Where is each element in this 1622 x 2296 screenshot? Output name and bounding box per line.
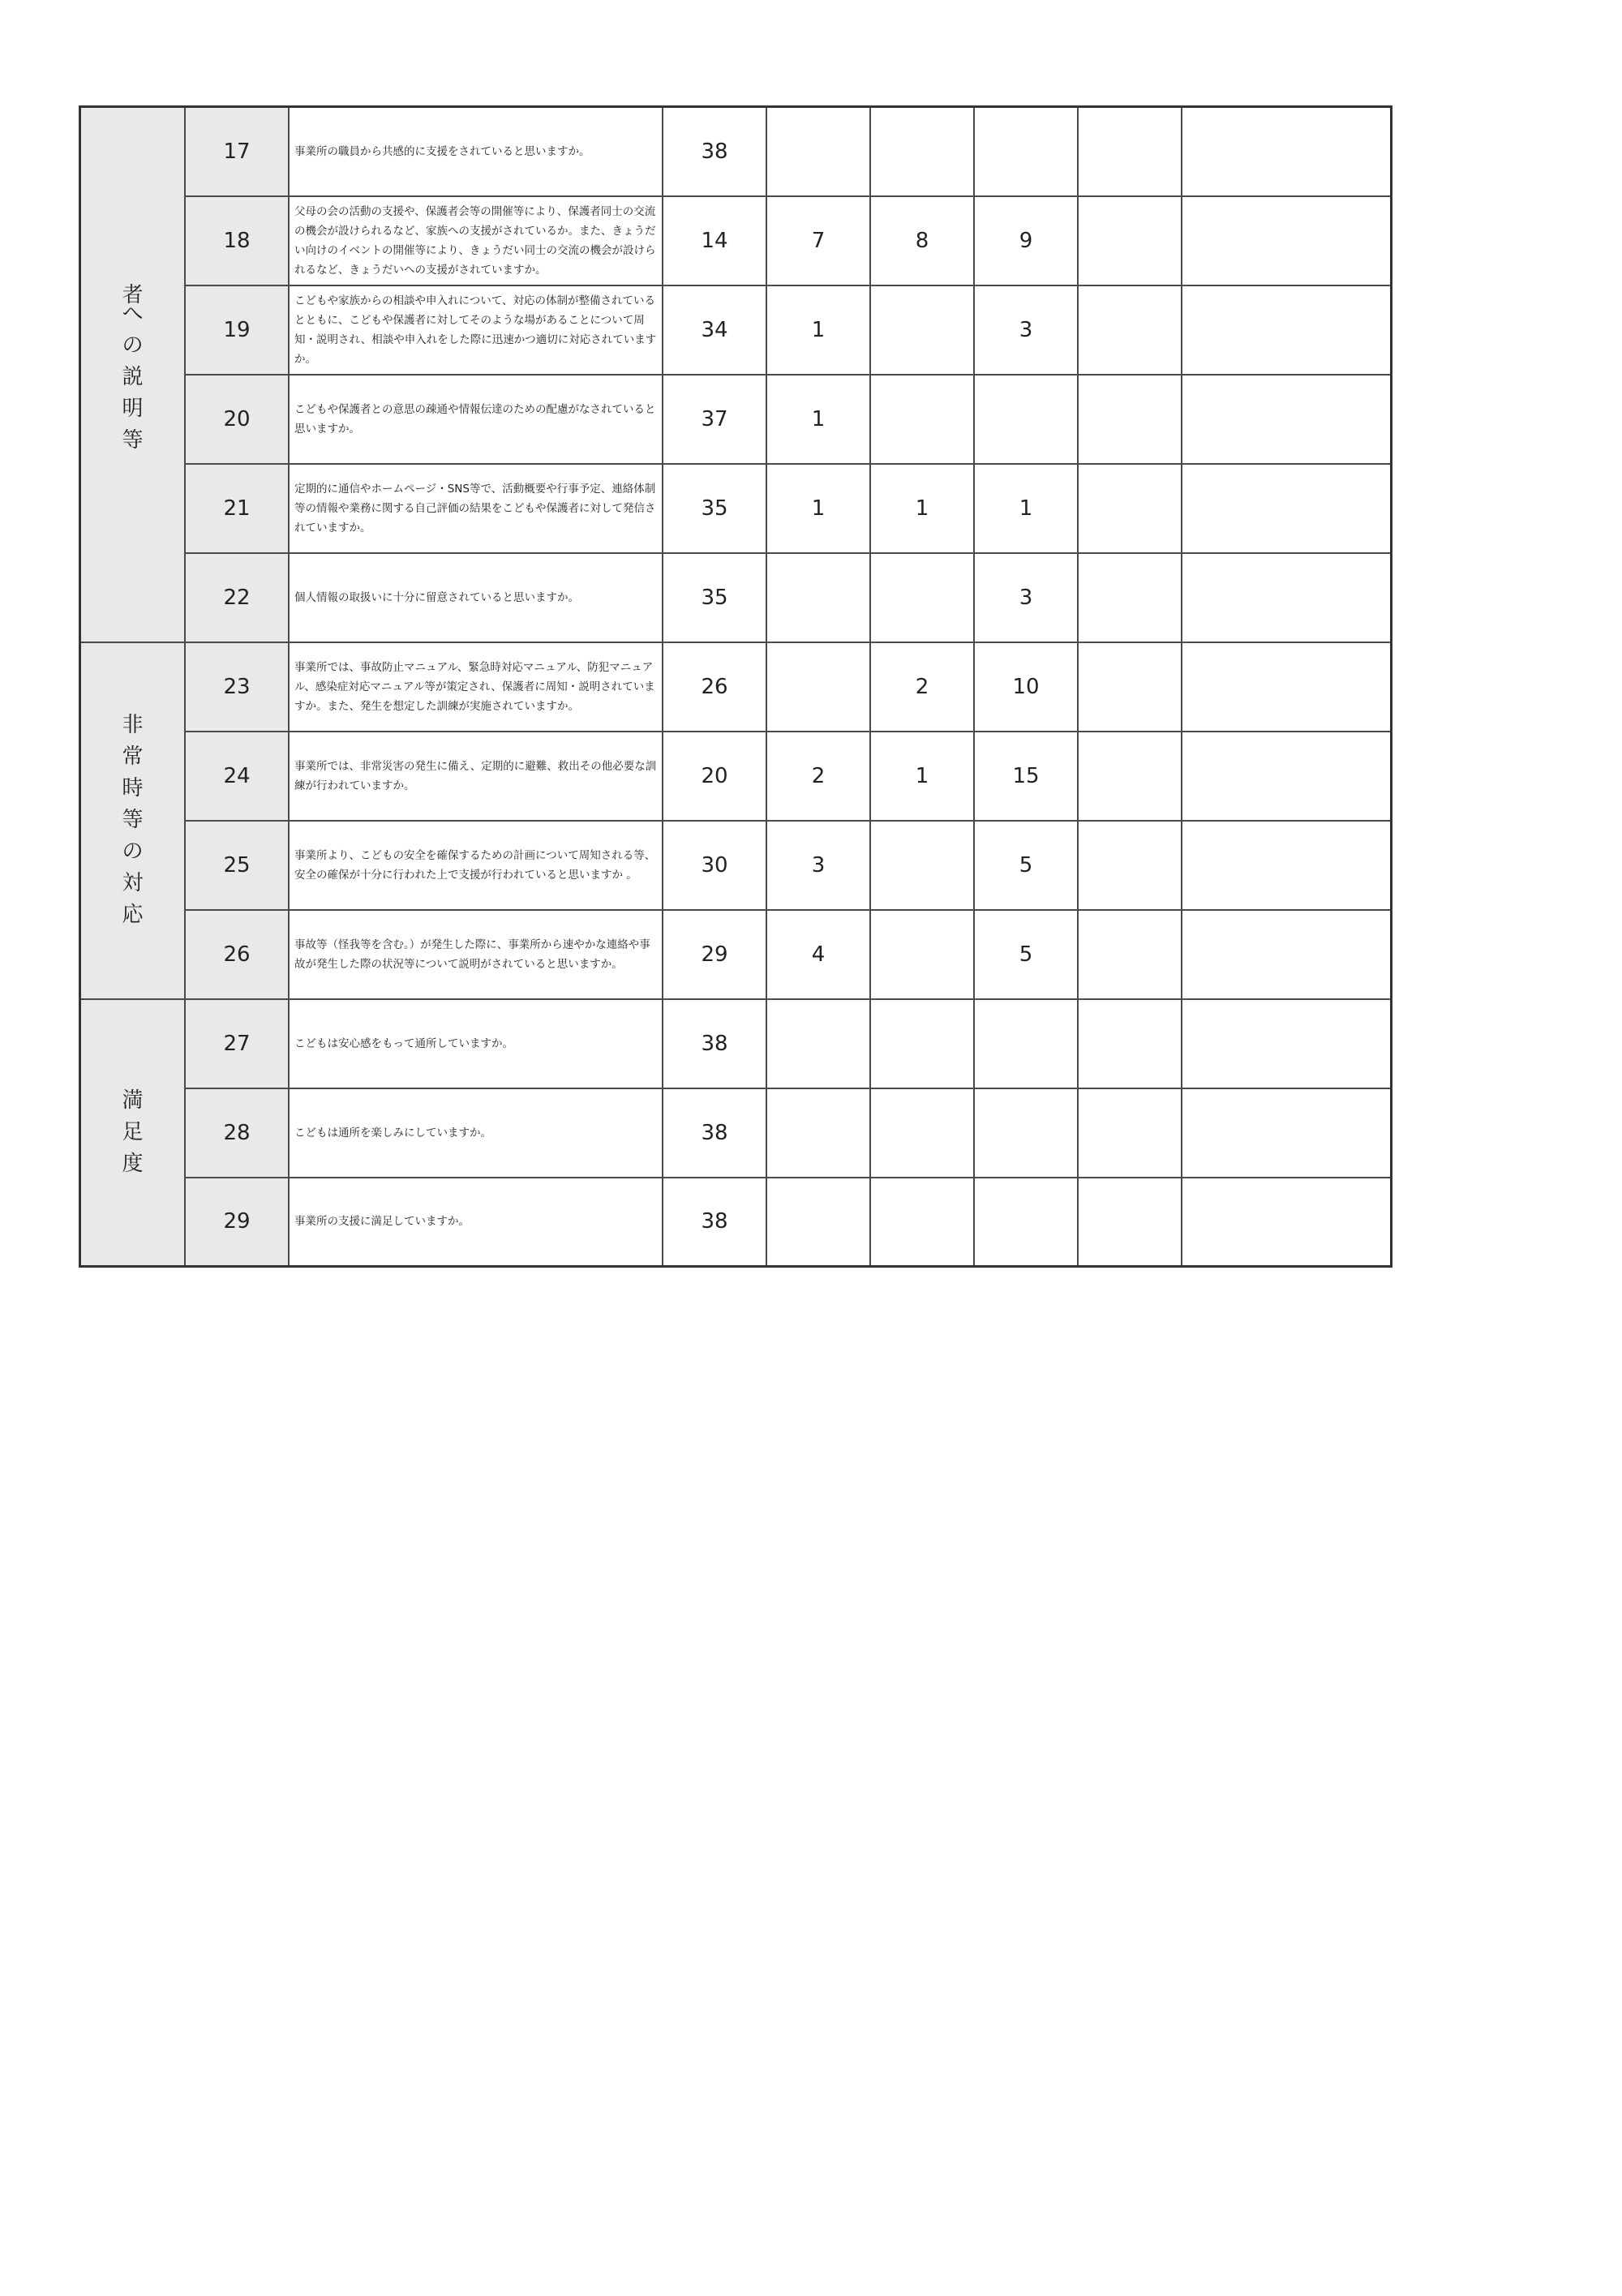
question-text: こどもは通所を楽しみにしていますか。	[294, 1126, 491, 1139]
table-row	[80, 464, 1392, 553]
response-count-col-4	[974, 1088, 1078, 1178]
response-count-col-2	[766, 999, 870, 1088]
question-number: 28	[185, 1088, 289, 1178]
response-count-col-5	[1078, 642, 1182, 732]
response-count-col-4: 1	[974, 464, 1078, 553]
response-count-col-2: 1	[766, 464, 870, 553]
response-count-col-4: 10	[974, 642, 1078, 732]
response-count-col-6	[1182, 285, 1392, 375]
question-number: 18	[185, 196, 289, 285]
question-text-cell	[289, 821, 663, 910]
response-count-col-5	[1078, 375, 1182, 464]
question-text: 事業所の支援に満足していますか。	[294, 1215, 470, 1229]
question-text-cell	[289, 642, 663, 732]
response-count-col-6	[1182, 464, 1392, 553]
response-count-col-5	[1078, 107, 1182, 196]
category-cell	[80, 642, 186, 999]
survey-results-sheet	[79, 105, 1368, 1268]
question-text-cell	[289, 464, 663, 553]
question-text: 父母の会の活動の支援や、保護者会等の開催等により、保護者同士の交流の機会が設けられるなど、家族への支援がされているか。また、きょうだい向けのイベントの開催等により、きょうだい同士の交流の機会が設けられるなど、きょうだいへの支援がされていますか。	[294, 204, 656, 277]
question-text-cell	[289, 375, 663, 464]
question-text-cell	[289, 285, 663, 375]
question-number: 22	[185, 553, 289, 642]
category-label: 非常時等の対応	[122, 713, 144, 927]
response-count-col-5	[1078, 732, 1182, 821]
response-count-col-2	[766, 553, 870, 642]
response-count-col-5	[1078, 1178, 1182, 1267]
response-count-col-6	[1182, 1178, 1392, 1267]
response-count-col-3: 8	[870, 196, 974, 285]
question-text: 事故等（怪我等を含む。）が発生した際に、事業所から速やかな連絡や事故が発生した際の状況等について説明がされていると思いますか。	[294, 938, 650, 971]
response-count-col-2: 3	[766, 821, 870, 910]
response-count-col-1: 37	[663, 375, 766, 464]
response-count-col-6	[1182, 1088, 1392, 1178]
question-text-cell	[289, 1178, 663, 1267]
question-number: 23	[185, 642, 289, 732]
question-number: 25	[185, 821, 289, 910]
category-cell	[80, 999, 186, 1267]
response-count-col-4: 5	[974, 910, 1078, 999]
question-text-cell	[289, 553, 663, 642]
question-text: こどもや家族からの相談や申入れについて、対応の体制が整備されているとともに、こどもや保護者に対してそのような場があることについて周知・説明され、相談や申入れをした際に迅速かつ適切に対応されていますか。	[294, 294, 657, 366]
table-row	[80, 285, 1392, 375]
response-count-col-2	[766, 1088, 870, 1178]
question-number: 19	[185, 285, 289, 375]
table-row	[80, 821, 1392, 910]
response-count-col-3: 1	[870, 464, 974, 553]
question-number: 17	[185, 107, 289, 196]
response-count-col-6	[1182, 553, 1392, 642]
category-cell	[80, 107, 186, 642]
response-count-col-4	[974, 107, 1078, 196]
response-count-col-1: 20	[663, 732, 766, 821]
response-count-col-3	[870, 1178, 974, 1267]
response-count-col-3	[870, 553, 974, 642]
response-count-col-4	[974, 1178, 1078, 1267]
response-count-col-5	[1078, 910, 1182, 999]
response-count-col-6	[1182, 821, 1392, 910]
response-count-col-6	[1182, 910, 1392, 999]
response-count-col-5	[1078, 999, 1182, 1088]
survey-results-table	[79, 105, 1392, 1268]
question-text-cell	[289, 732, 663, 821]
response-count-col-5	[1078, 196, 1182, 285]
response-count-col-5	[1078, 553, 1182, 642]
question-text: 事業所より、こどもの安全を確保するための計画について周知される等、安全の確保が十分に行われた上で支援が行われていると思いますか 。	[294, 848, 656, 882]
response-count-col-6	[1182, 375, 1392, 464]
question-number: 24	[185, 732, 289, 821]
response-count-col-1: 30	[663, 821, 766, 910]
response-count-col-1: 38	[663, 1178, 766, 1267]
response-count-col-1: 38	[663, 999, 766, 1088]
response-count-col-5	[1078, 285, 1182, 375]
category-label: への説明等	[122, 302, 144, 453]
question-text-cell	[289, 1088, 663, 1178]
table-row	[80, 910, 1392, 999]
response-count-col-3	[870, 107, 974, 196]
response-count-col-2: 2	[766, 732, 870, 821]
question-text: 個人情報の取扱いに十分に留意されていると思いますか。	[294, 590, 579, 604]
response-count-col-6	[1182, 732, 1392, 821]
question-text-cell	[289, 196, 663, 285]
question-text: こどもは安心感をもって通所していますか。	[294, 1036, 513, 1050]
response-count-col-4	[974, 999, 1078, 1088]
question-number: 29	[185, 1178, 289, 1267]
response-count-col-3	[870, 999, 974, 1088]
response-count-col-5	[1078, 464, 1182, 553]
response-count-col-5	[1078, 1088, 1182, 1178]
response-count-col-2: 1	[766, 285, 870, 375]
response-count-col-6	[1182, 999, 1392, 1088]
question-text-cell	[289, 910, 663, 999]
table-row	[80, 1178, 1392, 1267]
response-count-col-6	[1182, 196, 1392, 285]
category-clipped-char: 者	[122, 283, 144, 308]
response-count-col-1: 14	[663, 196, 766, 285]
question-text: こどもや保護者との意思の疎通や情報伝達のための配慮がなされていると思いますか。	[294, 402, 656, 436]
response-count-col-2: 7	[766, 196, 870, 285]
response-count-col-2	[766, 1178, 870, 1267]
table-row	[80, 107, 1392, 196]
question-text: 事業所では、事故防止マニュアル、緊急時対応マニュアル、防犯マニュアル、感染症対応マニュアル等が策定され、保護者に周知・説明されていますか。また、発生を想定した訓練が実施されていますか。	[294, 660, 655, 713]
question-number: 26	[185, 910, 289, 999]
response-count-col-3	[870, 910, 974, 999]
category-label: 満足度	[122, 1088, 144, 1176]
response-count-col-1: 26	[663, 642, 766, 732]
question-text: 事業所では、非常災害の発生に備え、定期的に避難、救出その他必要な訓練が行われていますか。	[294, 759, 657, 792]
response-count-col-4: 3	[974, 285, 1078, 375]
response-count-col-1: 34	[663, 285, 766, 375]
question-text: 事業所の職員から共感的に支援をされていると思いますか。	[294, 144, 590, 158]
question-number: 20	[185, 375, 289, 464]
response-count-col-4: 15	[974, 732, 1078, 821]
question-text-cell	[289, 107, 663, 196]
question-text: 定期的に通信やホームページ・SNS等で、活動概要や行事予定、連絡体制等の情報や業務に関する自己評価の結果をこどもや保護者に対して発信されていますか。	[294, 482, 656, 534]
response-count-col-2: 1	[766, 375, 870, 464]
table-row	[80, 732, 1392, 821]
table-row	[80, 553, 1392, 642]
response-count-col-3	[870, 1088, 974, 1178]
response-count-col-6	[1182, 642, 1392, 732]
response-count-col-1: 35	[663, 464, 766, 553]
response-count-col-1: 29	[663, 910, 766, 999]
response-count-col-3	[870, 821, 974, 910]
response-count-col-4: 5	[974, 821, 1078, 910]
response-count-col-6	[1182, 107, 1392, 196]
table-body	[80, 107, 1392, 1267]
table-row	[80, 642, 1392, 732]
response-count-col-3	[870, 375, 974, 464]
response-count-col-2: 4	[766, 910, 870, 999]
response-count-col-4	[974, 375, 1078, 464]
question-number: 21	[185, 464, 289, 553]
response-count-col-4: 3	[974, 553, 1078, 642]
response-count-col-2	[766, 642, 870, 732]
question-text-cell	[289, 999, 663, 1088]
response-count-col-4: 9	[974, 196, 1078, 285]
table-row	[80, 375, 1392, 464]
response-count-col-3: 1	[870, 732, 974, 821]
response-count-col-2	[766, 107, 870, 196]
response-count-col-1: 38	[663, 1088, 766, 1178]
response-count-col-1: 35	[663, 553, 766, 642]
response-count-col-3: 2	[870, 642, 974, 732]
response-count-col-3	[870, 285, 974, 375]
table-row	[80, 999, 1392, 1088]
question-number: 27	[185, 999, 289, 1088]
table-row	[80, 196, 1392, 285]
response-count-col-1: 38	[663, 107, 766, 196]
response-count-col-5	[1078, 821, 1182, 910]
table-row	[80, 1088, 1392, 1178]
